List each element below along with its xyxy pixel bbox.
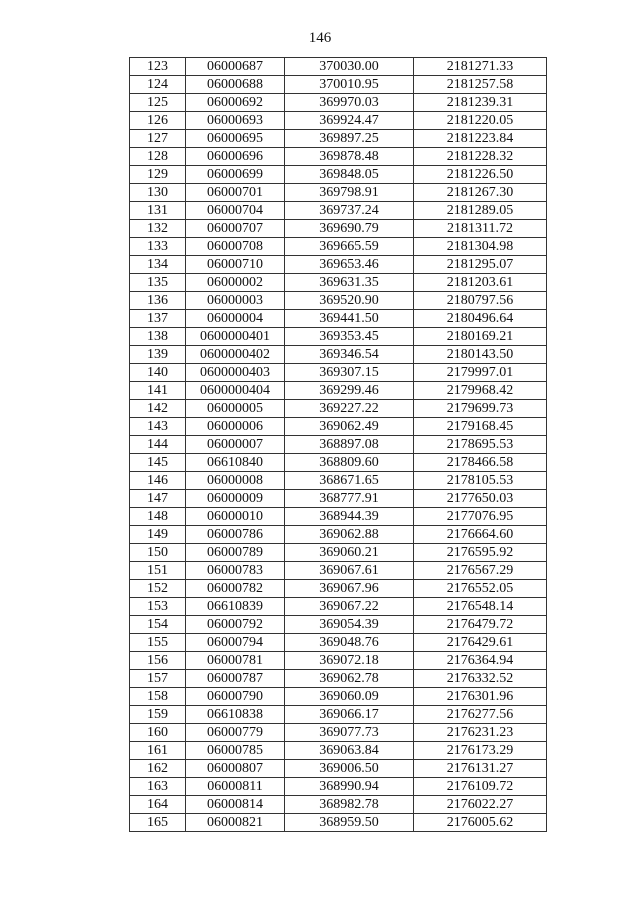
table-row bbox=[130, 58, 547, 76]
table-row bbox=[130, 742, 547, 760]
row-number-cell: 154 bbox=[130, 616, 186, 634]
x-coordinate-cell: 369054.39 bbox=[285, 616, 414, 634]
point-id-cell: 06000696 bbox=[186, 148, 285, 166]
table-row bbox=[130, 256, 547, 274]
row-number-cell: 142 bbox=[130, 400, 186, 418]
y-coordinate-cell: 2181295.07 bbox=[414, 256, 547, 274]
point-id-cell: 06000782 bbox=[186, 580, 285, 598]
table-row bbox=[130, 94, 547, 112]
table-row bbox=[130, 472, 547, 490]
y-coordinate-cell: 2176429.61 bbox=[414, 634, 547, 652]
table-row bbox=[130, 400, 547, 418]
point-id-cell: 06000821 bbox=[186, 814, 285, 832]
y-coordinate-cell: 2181304.98 bbox=[414, 238, 547, 256]
x-coordinate-cell: 369653.46 bbox=[285, 256, 414, 274]
y-coordinate-cell: 2176131.27 bbox=[414, 760, 547, 778]
point-id-cell: 0600000402 bbox=[186, 346, 285, 364]
row-number-cell: 125 bbox=[130, 94, 186, 112]
point-id-cell: 06000710 bbox=[186, 256, 285, 274]
table-row bbox=[130, 706, 547, 724]
y-coordinate-cell: 2181203.61 bbox=[414, 274, 547, 292]
row-number-cell: 133 bbox=[130, 238, 186, 256]
table-row bbox=[130, 328, 547, 346]
row-number-cell: 143 bbox=[130, 418, 186, 436]
x-coordinate-cell: 368777.91 bbox=[285, 490, 414, 508]
point-id-cell: 06000699 bbox=[186, 166, 285, 184]
x-coordinate-cell: 368897.08 bbox=[285, 436, 414, 454]
y-coordinate-cell: 2176301.96 bbox=[414, 688, 547, 706]
x-coordinate-cell: 369227.22 bbox=[285, 400, 414, 418]
point-id-cell: 06000695 bbox=[186, 130, 285, 148]
point-id-cell: 06000790 bbox=[186, 688, 285, 706]
point-id-cell: 06000783 bbox=[186, 562, 285, 580]
row-number-cell: 128 bbox=[130, 148, 186, 166]
x-coordinate-cell: 368959.50 bbox=[285, 814, 414, 832]
row-number-cell: 131 bbox=[130, 202, 186, 220]
y-coordinate-cell: 2176595.92 bbox=[414, 544, 547, 562]
y-coordinate-cell: 2181226.50 bbox=[414, 166, 547, 184]
x-coordinate-cell: 369631.35 bbox=[285, 274, 414, 292]
table-row bbox=[130, 76, 547, 94]
row-number-cell: 126 bbox=[130, 112, 186, 130]
x-coordinate-cell: 369062.88 bbox=[285, 526, 414, 544]
table-row bbox=[130, 130, 547, 148]
x-coordinate-cell: 369067.22 bbox=[285, 598, 414, 616]
y-coordinate-cell: 2180797.56 bbox=[414, 292, 547, 310]
point-id-cell: 06000707 bbox=[186, 220, 285, 238]
table-row bbox=[130, 760, 547, 778]
y-coordinate-cell: 2176005.62 bbox=[414, 814, 547, 832]
row-number-cell: 145 bbox=[130, 454, 186, 472]
y-coordinate-cell: 2176567.29 bbox=[414, 562, 547, 580]
point-id-cell: 0600000401 bbox=[186, 328, 285, 346]
row-number-cell: 159 bbox=[130, 706, 186, 724]
point-id-cell: 06610838 bbox=[186, 706, 285, 724]
x-coordinate-cell: 368809.60 bbox=[285, 454, 414, 472]
y-coordinate-cell: 2180143.50 bbox=[414, 346, 547, 364]
y-coordinate-cell: 2176552.05 bbox=[414, 580, 547, 598]
x-coordinate-cell: 369897.25 bbox=[285, 130, 414, 148]
x-coordinate-cell: 369063.84 bbox=[285, 742, 414, 760]
y-coordinate-cell: 2179997.01 bbox=[414, 364, 547, 382]
row-number-cell: 147 bbox=[130, 490, 186, 508]
x-coordinate-cell: 369737.24 bbox=[285, 202, 414, 220]
point-id-cell: 0600000403 bbox=[186, 364, 285, 382]
y-coordinate-cell: 2176022.27 bbox=[414, 796, 547, 814]
row-number-cell: 124 bbox=[130, 76, 186, 94]
x-coordinate-cell: 369072.18 bbox=[285, 652, 414, 670]
table-row bbox=[130, 562, 547, 580]
row-number-cell: 152 bbox=[130, 580, 186, 598]
table-row bbox=[130, 814, 547, 832]
table-body bbox=[130, 58, 547, 832]
y-coordinate-cell: 2178695.53 bbox=[414, 436, 547, 454]
point-id-cell: 06000785 bbox=[186, 742, 285, 760]
row-number-cell: 151 bbox=[130, 562, 186, 580]
point-id-cell: 06000811 bbox=[186, 778, 285, 796]
table-row bbox=[130, 382, 547, 400]
point-id-cell: 06000003 bbox=[186, 292, 285, 310]
row-number-cell: 137 bbox=[130, 310, 186, 328]
x-coordinate-cell: 369353.45 bbox=[285, 328, 414, 346]
row-number-cell: 156 bbox=[130, 652, 186, 670]
x-coordinate-cell: 369924.47 bbox=[285, 112, 414, 130]
y-coordinate-cell: 2176231.23 bbox=[414, 724, 547, 742]
point-id-cell: 06000792 bbox=[186, 616, 285, 634]
y-coordinate-cell: 2176548.14 bbox=[414, 598, 547, 616]
table-row bbox=[130, 364, 547, 382]
y-coordinate-cell: 2176109.72 bbox=[414, 778, 547, 796]
row-number-cell: 130 bbox=[130, 184, 186, 202]
x-coordinate-cell: 370030.00 bbox=[285, 58, 414, 76]
point-id-cell: 06000688 bbox=[186, 76, 285, 94]
x-coordinate-cell: 368990.94 bbox=[285, 778, 414, 796]
x-coordinate-cell: 369077.73 bbox=[285, 724, 414, 742]
x-coordinate-cell: 369060.21 bbox=[285, 544, 414, 562]
y-coordinate-cell: 2177650.03 bbox=[414, 490, 547, 508]
table-row bbox=[130, 148, 547, 166]
point-id-cell: 06000708 bbox=[186, 238, 285, 256]
point-id-cell: 06000005 bbox=[186, 400, 285, 418]
page-number: 146 bbox=[308, 30, 332, 46]
x-coordinate-cell: 368671.65 bbox=[285, 472, 414, 490]
table-row bbox=[130, 112, 547, 130]
table-row bbox=[130, 598, 547, 616]
row-number-cell: 164 bbox=[130, 796, 186, 814]
x-coordinate-cell: 369060.09 bbox=[285, 688, 414, 706]
x-coordinate-cell: 368982.78 bbox=[285, 796, 414, 814]
table-row bbox=[130, 346, 547, 364]
table-row bbox=[130, 166, 547, 184]
row-number-cell: 132 bbox=[130, 220, 186, 238]
table-row bbox=[130, 526, 547, 544]
y-coordinate-cell: 2176277.56 bbox=[414, 706, 547, 724]
table-row bbox=[130, 778, 547, 796]
point-id-cell: 06000781 bbox=[186, 652, 285, 670]
x-coordinate-cell: 369878.48 bbox=[285, 148, 414, 166]
y-coordinate-cell: 2177076.95 bbox=[414, 508, 547, 526]
x-coordinate-cell: 368944.39 bbox=[285, 508, 414, 526]
point-id-cell: 06000704 bbox=[186, 202, 285, 220]
row-number-cell: 148 bbox=[130, 508, 186, 526]
point-id-cell: 06000010 bbox=[186, 508, 285, 526]
point-id-cell: 06610839 bbox=[186, 598, 285, 616]
y-coordinate-cell: 2176364.94 bbox=[414, 652, 547, 670]
point-id-cell: 0600000404 bbox=[186, 382, 285, 400]
point-id-cell: 06000786 bbox=[186, 526, 285, 544]
point-id-cell: 06000794 bbox=[186, 634, 285, 652]
row-number-cell: 134 bbox=[130, 256, 186, 274]
x-coordinate-cell: 369048.76 bbox=[285, 634, 414, 652]
point-id-cell: 06000007 bbox=[186, 436, 285, 454]
table-row bbox=[130, 220, 547, 238]
x-coordinate-cell: 369520.90 bbox=[285, 292, 414, 310]
row-number-cell: 160 bbox=[130, 724, 186, 742]
x-coordinate-cell: 369441.50 bbox=[285, 310, 414, 328]
x-coordinate-cell: 369970.03 bbox=[285, 94, 414, 112]
table-row bbox=[130, 310, 547, 328]
point-id-cell: 06000006 bbox=[186, 418, 285, 436]
y-coordinate-cell: 2179699.73 bbox=[414, 400, 547, 418]
table-row bbox=[130, 544, 547, 562]
point-id-cell: 06000779 bbox=[186, 724, 285, 742]
table-row bbox=[130, 490, 547, 508]
table-row bbox=[130, 580, 547, 598]
point-id-cell: 06610840 bbox=[186, 454, 285, 472]
point-id-cell: 06000002 bbox=[186, 274, 285, 292]
y-coordinate-cell: 2181239.31 bbox=[414, 94, 547, 112]
table-row bbox=[130, 724, 547, 742]
y-coordinate-cell: 2181271.33 bbox=[414, 58, 547, 76]
row-number-cell: 144 bbox=[130, 436, 186, 454]
table-row bbox=[130, 184, 547, 202]
x-coordinate-cell: 369067.96 bbox=[285, 580, 414, 598]
y-coordinate-cell: 2179168.45 bbox=[414, 418, 547, 436]
table-row bbox=[130, 436, 547, 454]
y-coordinate-cell: 2176332.52 bbox=[414, 670, 547, 688]
table-row bbox=[130, 652, 547, 670]
y-coordinate-cell: 2176173.29 bbox=[414, 742, 547, 760]
x-coordinate-cell: 369067.61 bbox=[285, 562, 414, 580]
y-coordinate-cell: 2178466.58 bbox=[414, 454, 547, 472]
table-row bbox=[130, 454, 547, 472]
row-number-cell: 158 bbox=[130, 688, 186, 706]
y-coordinate-cell: 2181311.72 bbox=[414, 220, 547, 238]
point-id-cell: 06000807 bbox=[186, 760, 285, 778]
row-number-cell: 123 bbox=[130, 58, 186, 76]
row-number-cell: 165 bbox=[130, 814, 186, 832]
coordinates-table bbox=[129, 57, 547, 832]
row-number-cell: 129 bbox=[130, 166, 186, 184]
y-coordinate-cell: 2178105.53 bbox=[414, 472, 547, 490]
y-coordinate-cell: 2176479.72 bbox=[414, 616, 547, 634]
y-coordinate-cell: 2181267.30 bbox=[414, 184, 547, 202]
y-coordinate-cell: 2180169.21 bbox=[414, 328, 547, 346]
x-coordinate-cell: 369299.46 bbox=[285, 382, 414, 400]
x-coordinate-cell: 369062.78 bbox=[285, 670, 414, 688]
point-id-cell: 06000692 bbox=[186, 94, 285, 112]
table-row bbox=[130, 796, 547, 814]
y-coordinate-cell: 2181228.32 bbox=[414, 148, 547, 166]
point-id-cell: 06000814 bbox=[186, 796, 285, 814]
row-number-cell: 157 bbox=[130, 670, 186, 688]
y-coordinate-cell: 2181223.84 bbox=[414, 130, 547, 148]
table-row bbox=[130, 688, 547, 706]
row-number-cell: 140 bbox=[130, 364, 186, 382]
row-number-cell: 146 bbox=[130, 472, 186, 490]
point-id-cell: 06000004 bbox=[186, 310, 285, 328]
row-number-cell: 150 bbox=[130, 544, 186, 562]
x-coordinate-cell: 369062.49 bbox=[285, 418, 414, 436]
point-id-cell: 06000701 bbox=[186, 184, 285, 202]
x-coordinate-cell: 370010.95 bbox=[285, 76, 414, 94]
point-id-cell: 06000009 bbox=[186, 490, 285, 508]
row-number-cell: 149 bbox=[130, 526, 186, 544]
x-coordinate-cell: 369006.50 bbox=[285, 760, 414, 778]
table-row bbox=[130, 418, 547, 436]
y-coordinate-cell: 2181220.05 bbox=[414, 112, 547, 130]
x-coordinate-cell: 369665.59 bbox=[285, 238, 414, 256]
x-coordinate-cell: 369307.15 bbox=[285, 364, 414, 382]
row-number-cell: 136 bbox=[130, 292, 186, 310]
y-coordinate-cell: 2180496.64 bbox=[414, 310, 547, 328]
row-number-cell: 127 bbox=[130, 130, 186, 148]
row-number-cell: 139 bbox=[130, 346, 186, 364]
point-id-cell: 06000789 bbox=[186, 544, 285, 562]
table-row bbox=[130, 292, 547, 310]
x-coordinate-cell: 369066.17 bbox=[285, 706, 414, 724]
table-row bbox=[130, 634, 547, 652]
table-row bbox=[130, 508, 547, 526]
y-coordinate-cell: 2181257.58 bbox=[414, 76, 547, 94]
table-row bbox=[130, 238, 547, 256]
x-coordinate-cell: 369848.05 bbox=[285, 166, 414, 184]
row-number-cell: 162 bbox=[130, 760, 186, 778]
point-id-cell: 06000693 bbox=[186, 112, 285, 130]
y-coordinate-cell: 2179968.42 bbox=[414, 382, 547, 400]
x-coordinate-cell: 369798.91 bbox=[285, 184, 414, 202]
row-number-cell: 135 bbox=[130, 274, 186, 292]
table-row bbox=[130, 274, 547, 292]
point-id-cell: 06000687 bbox=[186, 58, 285, 76]
table-row bbox=[130, 616, 547, 634]
table-row bbox=[130, 202, 547, 220]
row-number-cell: 138 bbox=[130, 328, 186, 346]
row-number-cell: 161 bbox=[130, 742, 186, 760]
row-number-cell: 141 bbox=[130, 382, 186, 400]
y-coordinate-cell: 2176664.60 bbox=[414, 526, 547, 544]
row-number-cell: 153 bbox=[130, 598, 186, 616]
table-row bbox=[130, 670, 547, 688]
x-coordinate-cell: 369690.79 bbox=[285, 220, 414, 238]
row-number-cell: 155 bbox=[130, 634, 186, 652]
point-id-cell: 06000787 bbox=[186, 670, 285, 688]
point-id-cell: 06000008 bbox=[186, 472, 285, 490]
y-coordinate-cell: 2181289.05 bbox=[414, 202, 547, 220]
x-coordinate-cell: 369346.54 bbox=[285, 346, 414, 364]
row-number-cell: 163 bbox=[130, 778, 186, 796]
